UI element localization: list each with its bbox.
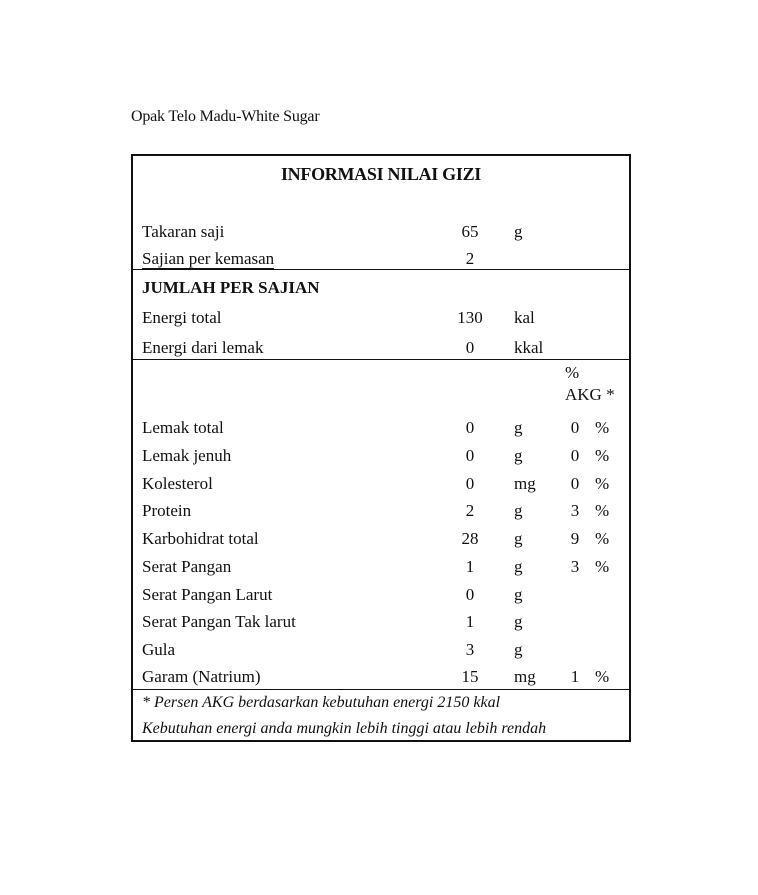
nutrient-akg-value: 3 xyxy=(570,501,580,520)
nutrient-label: Protein xyxy=(142,501,192,520)
section-title: JUMLAH PER SAJIAN xyxy=(142,278,320,297)
nutrition-facts-panel xyxy=(131,154,631,742)
nutrient-amount: 28 xyxy=(461,529,479,548)
nutrient-row xyxy=(133,523,629,549)
nutrient-akg-value: 0 xyxy=(570,474,580,493)
nutrient-amount: 1 xyxy=(465,612,475,631)
nutrient-amount: 0 xyxy=(465,446,475,465)
nutrient-label: Serat Pangan Tak larut xyxy=(142,612,296,631)
nutrient-label: Serat Pangan xyxy=(142,557,232,576)
nutrient-label: Kolesterol xyxy=(142,474,213,493)
nutrient-akg-value: 1 xyxy=(570,667,580,686)
nutrient-label: Gula xyxy=(142,640,176,659)
energy-fat-unit: kkal xyxy=(514,338,544,357)
servings-per-pack-label: Sajian per kemasan xyxy=(142,249,275,268)
energy-total-amount: 130 xyxy=(457,308,483,327)
nutrient-amount: 0 xyxy=(465,474,475,493)
nutrient-unit: g xyxy=(514,446,523,465)
akg-header-percent: % xyxy=(565,363,580,382)
nutrient-akg-value: 3 xyxy=(570,557,580,576)
energy-total-unit: kal xyxy=(514,308,535,327)
nutrient-unit: g xyxy=(514,418,523,437)
nutrient-amount: 3 xyxy=(465,640,475,659)
nutrient-row xyxy=(133,468,629,494)
nutrient-row xyxy=(133,579,629,605)
nutrient-unit: mg xyxy=(514,667,536,686)
servings-per-pack-row xyxy=(133,243,629,269)
nutrient-row xyxy=(133,634,629,660)
nutrient-akg-sign: % xyxy=(595,446,610,465)
energy-fat-row xyxy=(133,332,629,358)
nutrient-row xyxy=(133,551,629,577)
nutrient-label: Lemak jenuh xyxy=(142,446,232,465)
nutrient-unit: g xyxy=(514,640,523,659)
nutrient-amount: 15 xyxy=(461,667,479,686)
nutrient-label: Karbohidrat total xyxy=(142,529,259,548)
nutrient-akg-sign: % xyxy=(595,557,610,576)
serving-size-label: Takaran saji xyxy=(142,222,225,241)
nutrient-amount: 0 xyxy=(465,585,475,604)
nutrient-row xyxy=(133,412,629,438)
nutrient-row xyxy=(133,440,629,466)
panel-title: INFORMASI NILAI GIZI xyxy=(280,164,482,184)
nutrient-akg-value: 0 xyxy=(570,446,580,465)
nutrient-row xyxy=(133,495,629,521)
nutrient-amount: 2 xyxy=(465,501,475,520)
serving-size-row xyxy=(133,216,629,242)
nutrient-unit: g xyxy=(514,585,523,604)
product-title: Opak Telo Madu-White Sugar xyxy=(131,108,320,125)
divider xyxy=(133,269,629,270)
nutrient-label: Lemak total xyxy=(142,418,224,437)
nutrient-unit: g xyxy=(514,612,523,631)
nutrient-row xyxy=(133,661,629,687)
nutrient-amount: 1 xyxy=(465,557,475,576)
akg-header-label: AKG * xyxy=(565,385,615,404)
serving-size-unit: g xyxy=(514,222,523,241)
energy-total-row xyxy=(133,302,629,328)
energy-fat-label: Energi dari lemak xyxy=(142,338,264,357)
nutrient-akg-sign: % xyxy=(595,529,610,548)
nutrient-akg-value: 9 xyxy=(570,529,580,548)
nutrient-unit: mg xyxy=(514,474,536,493)
energy-fat-amount: 0 xyxy=(465,338,475,357)
nutrient-unit: g xyxy=(514,557,523,576)
nutrient-unit: g xyxy=(514,501,523,520)
akg-header xyxy=(565,362,615,406)
nutrient-row xyxy=(133,606,629,632)
nutrient-akg-sign: % xyxy=(595,667,610,686)
energy-total-label: Energi total xyxy=(142,308,222,327)
nutrient-amount: 0 xyxy=(465,418,475,437)
footnote-akg-basis: * Persen AKG berdasarkan kebutuhan energi 2150 kkal xyxy=(142,694,501,711)
nutrient-unit: g xyxy=(514,529,523,548)
nutrient-label: Garam (Natrium) xyxy=(142,667,261,686)
divider xyxy=(133,359,629,360)
nutrient-akg-value: 0 xyxy=(570,418,580,437)
divider xyxy=(133,689,629,690)
nutrient-akg-sign: % xyxy=(595,474,610,493)
serving-size-amount: 65 xyxy=(461,222,479,241)
footnote-energy-needs: Kebutuhan energi anda mungkin lebih tinggi atau lebih rendah xyxy=(142,720,547,737)
nutrient-label: Serat Pangan Larut xyxy=(142,585,273,604)
nutrient-akg-sign: % xyxy=(595,501,610,520)
servings-per-pack-amount: 2 xyxy=(465,249,475,268)
nutrient-akg-sign: % xyxy=(595,418,610,437)
